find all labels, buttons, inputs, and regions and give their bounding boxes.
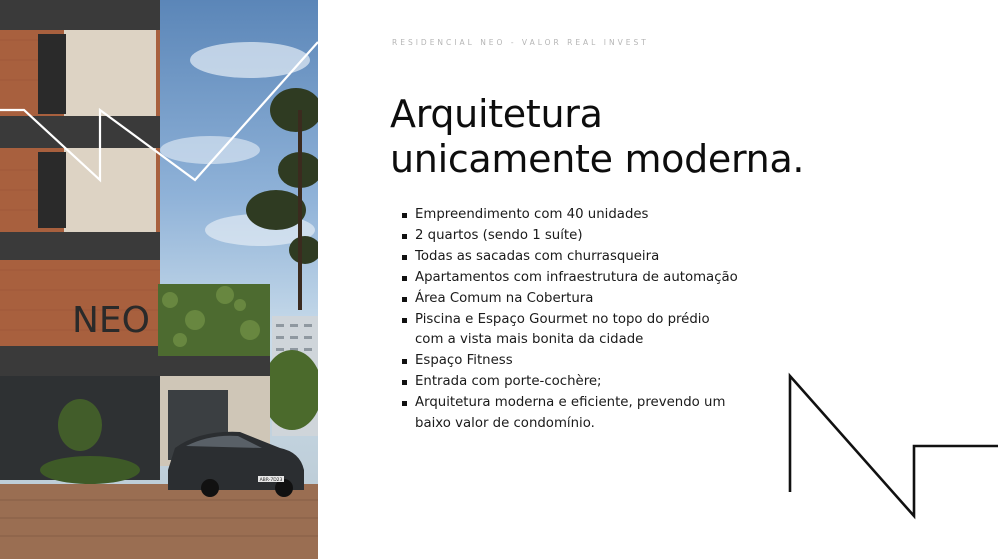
- n-logo-mark: [786, 372, 998, 522]
- slide-kicker: RESIDENCIAL NEO - VALOR REAL INVEST: [392, 38, 649, 47]
- headline-line-2: unicamente moderna.: [390, 137, 805, 181]
- feature-item: Piscina e Espaço Gourmet no topo do prédio com a vista mais bonita da cidade: [400, 310, 740, 352]
- feature-item: Todas as sacadas com churrasqueira: [400, 247, 740, 268]
- headline-line-1: Arquitetura: [390, 92, 603, 136]
- building-rendering-image: [0, 0, 318, 559]
- feature-list: [400, 205, 740, 435]
- feature-item: Entrada com porte-cochère;: [400, 372, 740, 393]
- slide-headline: [390, 92, 930, 182]
- feature-item: 2 quartos (sendo 1 suíte): [400, 226, 740, 247]
- building-illustration: [0, 0, 318, 559]
- car-plate: ABR-7D23: [259, 478, 283, 483]
- feature-item: Apartamentos com infraestrutura de automação: [400, 268, 740, 289]
- building-sign: NEO: [72, 300, 151, 341]
- feature-item: Arquitetura moderna e eficiente, prevendo um baixo valor de condomínio.: [400, 393, 740, 435]
- feature-item: Espaço Fitness: [400, 351, 740, 372]
- feature-item: Empreendimento com 40 unidades: [400, 205, 740, 226]
- feature-item: Área Comum na Cobertura: [400, 289, 740, 310]
